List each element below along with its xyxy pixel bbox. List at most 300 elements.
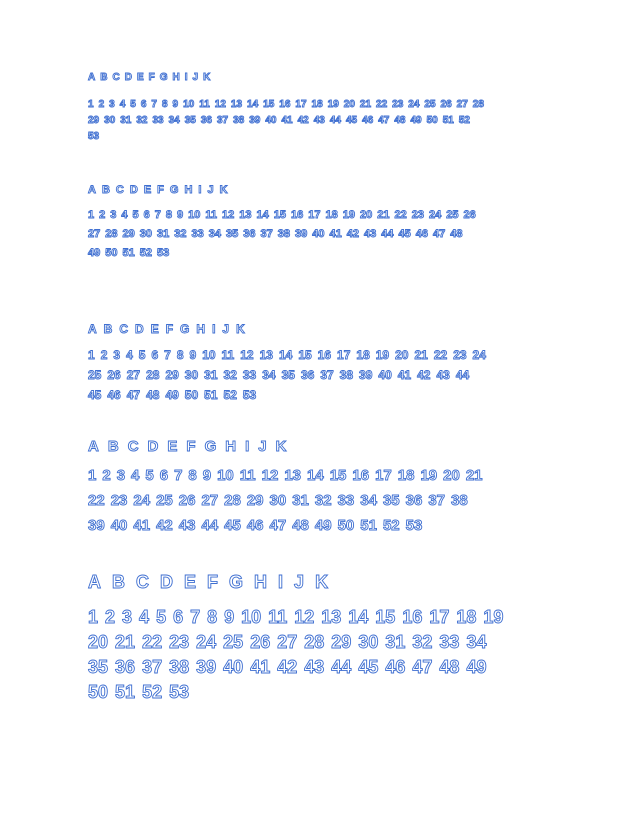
number: 13 xyxy=(259,348,273,362)
number: 16 xyxy=(402,607,423,627)
number: 14 xyxy=(278,348,293,362)
number: 46 xyxy=(107,388,121,402)
number: 7 xyxy=(151,99,157,110)
letter: H xyxy=(254,572,268,592)
number: 28 xyxy=(304,632,325,652)
number-rows xyxy=(88,467,489,542)
number: 49 xyxy=(314,517,332,534)
number-row xyxy=(88,247,481,266)
letter: J xyxy=(222,322,230,336)
alphabet-number-block-1 xyxy=(88,72,489,147)
number: 4 xyxy=(119,99,126,110)
number: 13 xyxy=(230,99,243,110)
number: 47 xyxy=(433,228,446,240)
number: 18 xyxy=(311,99,323,110)
alphabet-number-block-5 xyxy=(88,572,510,707)
number: 30 xyxy=(358,632,379,652)
number: 50 xyxy=(184,388,199,402)
number: 23 xyxy=(411,209,425,221)
number: 53 xyxy=(405,517,423,534)
number: 39 xyxy=(196,657,217,677)
number: 24 xyxy=(408,99,420,110)
number: 18 xyxy=(397,467,415,484)
number: 33 xyxy=(337,492,355,509)
number: 52 xyxy=(382,517,400,534)
number: 28 xyxy=(472,99,484,110)
number: 10 xyxy=(188,209,201,221)
number: 1 xyxy=(88,99,94,110)
letter: F xyxy=(148,72,155,83)
number: 42 xyxy=(417,368,431,382)
number: 6 xyxy=(173,607,184,627)
number: 36 xyxy=(405,492,423,509)
number: 17 xyxy=(429,607,450,627)
number-row xyxy=(88,228,481,247)
number: 25 xyxy=(88,368,102,382)
letter: G xyxy=(180,322,190,336)
number: 17 xyxy=(375,467,392,484)
letter: J xyxy=(207,184,214,196)
number: 20 xyxy=(395,348,409,362)
number: 35 xyxy=(226,228,239,240)
number: 5 xyxy=(145,467,154,484)
number: 14 xyxy=(256,209,269,221)
number: 22 xyxy=(88,492,105,509)
number: 38 xyxy=(277,228,290,240)
number: 20 xyxy=(88,632,109,652)
number: 48 xyxy=(292,517,309,534)
number: 11 xyxy=(221,348,235,362)
number: 25 xyxy=(446,209,459,221)
number: 18 xyxy=(456,607,477,627)
number: 43 xyxy=(436,368,450,382)
letter: I xyxy=(245,438,250,455)
number: 3 xyxy=(122,607,133,627)
number: 10 xyxy=(217,467,234,484)
number: 31 xyxy=(204,368,218,382)
number: 25 xyxy=(156,492,173,509)
number: 53 xyxy=(157,247,170,259)
number: 39 xyxy=(295,228,308,240)
number: 8 xyxy=(188,467,197,484)
letter: H xyxy=(184,184,193,196)
letter: J xyxy=(294,572,305,592)
number: 34 xyxy=(168,115,180,126)
alphabet-number-block-3 xyxy=(88,322,492,408)
number: 37 xyxy=(260,228,273,240)
number: 7 xyxy=(174,467,183,484)
number: 40 xyxy=(265,115,277,126)
number: 25 xyxy=(223,632,244,652)
number-rows xyxy=(88,209,481,266)
letter: I xyxy=(198,184,202,196)
number: 31 xyxy=(292,492,309,509)
number: 8 xyxy=(207,607,218,627)
number: 2 xyxy=(98,99,105,110)
number: 23 xyxy=(392,99,404,110)
number: 44 xyxy=(455,368,470,382)
letter-row xyxy=(88,184,481,196)
letter: C xyxy=(136,572,149,592)
number: 9 xyxy=(172,99,179,110)
number-row xyxy=(88,492,489,517)
letter: B xyxy=(107,438,119,455)
number: 21 xyxy=(115,632,136,652)
letter: D xyxy=(160,572,173,592)
number: 3 xyxy=(110,209,117,221)
number: 27 xyxy=(456,99,468,110)
number: 32 xyxy=(314,492,332,509)
letter: E xyxy=(136,72,144,83)
number: 49 xyxy=(165,388,179,402)
number: 16 xyxy=(279,99,291,110)
number: 36 xyxy=(200,115,212,126)
number: 36 xyxy=(300,368,315,382)
number: 43 xyxy=(364,228,377,240)
number: 33 xyxy=(439,632,460,652)
number-row xyxy=(88,209,481,228)
number: 3 xyxy=(109,99,115,110)
number: 5 xyxy=(132,209,139,221)
number: 51 xyxy=(115,682,136,702)
letter: A xyxy=(88,184,96,196)
letter: K xyxy=(236,322,245,336)
letter: D xyxy=(135,322,144,336)
number: 45 xyxy=(224,517,241,534)
number-row xyxy=(88,657,510,682)
number: 12 xyxy=(240,348,254,362)
letter: B xyxy=(103,322,113,336)
number: 53 xyxy=(169,682,190,702)
number: 6 xyxy=(143,209,150,221)
number-row xyxy=(88,368,492,388)
number: 41 xyxy=(329,228,342,240)
number-row xyxy=(88,388,492,408)
letter: C xyxy=(119,322,129,336)
number: 15 xyxy=(298,348,312,362)
number: 19 xyxy=(420,467,438,484)
number: 53 xyxy=(242,388,257,402)
number: 20 xyxy=(443,467,460,484)
letter: I xyxy=(184,72,188,83)
number: 35 xyxy=(281,368,295,382)
number: 5 xyxy=(130,99,136,110)
letter: A xyxy=(88,72,96,83)
number: 38 xyxy=(233,115,245,126)
number: 4 xyxy=(121,209,128,221)
number: 45 xyxy=(88,388,102,402)
letter: D xyxy=(124,72,132,83)
number: 5 xyxy=(138,348,146,362)
letter: F xyxy=(165,322,174,336)
number: 18 xyxy=(325,209,338,221)
number: 19 xyxy=(342,209,356,221)
number: 26 xyxy=(178,492,196,509)
letter: I xyxy=(212,322,216,336)
number-row xyxy=(88,682,510,707)
number: 45 xyxy=(398,228,411,240)
number: 39 xyxy=(249,115,261,126)
letter: C xyxy=(127,438,139,455)
number: 3 xyxy=(116,467,126,484)
number: 32 xyxy=(136,115,148,126)
number: 9 xyxy=(202,467,212,484)
number: 44 xyxy=(331,657,352,677)
number: 18 xyxy=(356,348,370,362)
number: 11 xyxy=(268,607,288,627)
number: 31 xyxy=(157,228,170,240)
number: 49 xyxy=(410,115,422,126)
number: 43 xyxy=(313,115,325,126)
number: 43 xyxy=(304,657,325,677)
number: 43 xyxy=(178,517,196,534)
number: 49 xyxy=(466,657,487,677)
number: 27 xyxy=(88,228,101,240)
number: 35 xyxy=(184,115,196,126)
number: 11 xyxy=(205,209,218,221)
number: 38 xyxy=(451,492,468,509)
number: 27 xyxy=(126,368,141,382)
number: 6 xyxy=(159,467,169,484)
letter: K xyxy=(275,438,287,455)
letter: J xyxy=(258,438,267,455)
number: 47 xyxy=(378,115,390,126)
number: 52 xyxy=(142,682,163,702)
number: 23 xyxy=(453,348,467,362)
number: 42 xyxy=(297,115,309,126)
letter: G xyxy=(169,184,179,196)
number: 32 xyxy=(223,368,237,382)
number: 41 xyxy=(133,517,151,534)
number: 46 xyxy=(362,115,374,126)
number: 28 xyxy=(105,228,118,240)
number: 30 xyxy=(269,492,287,509)
number: 6 xyxy=(140,99,147,110)
number: 11 xyxy=(239,467,256,484)
number-row xyxy=(88,517,489,542)
number-row xyxy=(88,348,492,368)
number: 37 xyxy=(217,115,229,126)
number: 51 xyxy=(204,388,218,402)
number: 10 xyxy=(241,607,262,627)
number: 9 xyxy=(177,209,184,221)
number: 32 xyxy=(174,228,187,240)
letter: F xyxy=(186,438,196,455)
number: 30 xyxy=(139,228,152,240)
number: 34 xyxy=(360,492,377,509)
number: 42 xyxy=(346,228,359,240)
number: 22 xyxy=(433,348,448,362)
number: 42 xyxy=(156,517,173,534)
number: 46 xyxy=(415,228,428,240)
letter: C xyxy=(115,184,124,196)
number: 29 xyxy=(122,228,135,240)
number: 52 xyxy=(139,247,152,259)
number: 21 xyxy=(377,209,390,221)
number-rows xyxy=(88,607,510,707)
number: 15 xyxy=(329,467,347,484)
number: 30 xyxy=(104,115,116,126)
number: 38 xyxy=(339,368,354,382)
number: 16 xyxy=(317,348,332,362)
number: 14 xyxy=(247,99,259,110)
number: 27 xyxy=(201,492,219,509)
number: 45 xyxy=(358,657,379,677)
number: 26 xyxy=(107,368,121,382)
number: 13 xyxy=(239,209,252,221)
letter: D xyxy=(129,184,138,196)
number: 23 xyxy=(110,492,128,509)
number: 42 xyxy=(277,657,298,677)
number: 2 xyxy=(99,209,106,221)
number: 24 xyxy=(196,632,217,652)
letter: K xyxy=(219,184,228,196)
number: 17 xyxy=(295,99,307,110)
letter: E xyxy=(150,322,159,336)
number: 39 xyxy=(88,517,105,534)
number: 8 xyxy=(176,348,184,362)
number: 47 xyxy=(126,388,141,402)
number: 6 xyxy=(151,348,159,362)
number: 26 xyxy=(440,99,452,110)
number: 48 xyxy=(146,388,160,402)
number: 50 xyxy=(105,247,118,259)
number: 44 xyxy=(201,517,219,534)
number: 7 xyxy=(164,348,171,362)
alphabet-number-block-2 xyxy=(88,184,481,266)
number: 22 xyxy=(394,209,407,221)
letter-row xyxy=(88,72,489,83)
number: 34 xyxy=(208,228,221,240)
number: 37 xyxy=(320,368,334,382)
number: 21 xyxy=(414,348,428,362)
number: 12 xyxy=(261,467,279,484)
number: 51 xyxy=(442,115,454,126)
letter: H xyxy=(196,322,206,336)
number: 33 xyxy=(152,115,164,126)
letter: H xyxy=(172,72,180,83)
number: 46 xyxy=(385,657,406,677)
letter-row xyxy=(88,438,489,455)
number: 25 xyxy=(424,99,436,110)
number: 17 xyxy=(308,209,321,221)
number: 48 xyxy=(450,228,463,240)
letter: B xyxy=(100,72,108,83)
number: 31 xyxy=(120,115,132,126)
number: 17 xyxy=(337,348,351,362)
number: 2 xyxy=(100,348,108,362)
number: 1 xyxy=(88,467,97,484)
number: 36 xyxy=(243,228,256,240)
number: 47 xyxy=(412,657,433,677)
number: 19 xyxy=(375,348,390,362)
number: 8 xyxy=(161,99,168,110)
number: 41 xyxy=(397,368,412,382)
number: 32 xyxy=(412,632,433,652)
number: 29 xyxy=(165,368,179,382)
number-row xyxy=(88,131,489,147)
number: 15 xyxy=(375,607,396,627)
number: 13 xyxy=(321,607,342,627)
letter: H xyxy=(225,438,237,455)
number: 28 xyxy=(224,492,241,509)
letter: D xyxy=(147,438,159,455)
letter: C xyxy=(112,72,120,83)
number: 16 xyxy=(352,467,370,484)
number: 26 xyxy=(463,209,476,221)
number: 11 xyxy=(199,99,210,110)
letter: I xyxy=(278,572,284,592)
number: 2 xyxy=(102,467,111,484)
number: 27 xyxy=(277,632,298,652)
number: 7 xyxy=(154,209,161,221)
letter: K xyxy=(203,72,211,83)
number: 35 xyxy=(88,657,109,677)
number: 10 xyxy=(202,348,216,362)
number: 14 xyxy=(307,467,324,484)
number-row xyxy=(88,632,510,657)
letter: G xyxy=(204,438,217,455)
number: 36 xyxy=(115,657,136,677)
number: 40 xyxy=(312,228,325,240)
number: 40 xyxy=(378,368,392,382)
number: 5 xyxy=(156,607,167,627)
number: 50 xyxy=(426,115,438,126)
number: 1 xyxy=(88,607,99,627)
number: 23 xyxy=(169,632,190,652)
number: 29 xyxy=(331,632,352,652)
number: 33 xyxy=(191,228,204,240)
number: 41 xyxy=(250,657,271,677)
number: 22 xyxy=(376,99,388,110)
number: 30 xyxy=(184,368,199,382)
number: 12 xyxy=(214,99,226,110)
number: 4 xyxy=(131,467,140,484)
number: 14 xyxy=(348,607,369,627)
letter: K xyxy=(315,572,329,592)
letter: F xyxy=(207,572,219,592)
number: 1 xyxy=(88,209,95,221)
number: 20 xyxy=(360,209,373,221)
number: 8 xyxy=(165,209,172,221)
number: 13 xyxy=(284,467,302,484)
number: 40 xyxy=(110,517,128,534)
number: 52 xyxy=(458,115,470,126)
letter: G xyxy=(159,72,168,83)
number: 47 xyxy=(269,517,287,534)
number: 2 xyxy=(105,607,116,627)
letter: J xyxy=(192,72,199,83)
number: 37 xyxy=(428,492,445,509)
number: 41 xyxy=(281,115,293,126)
number-row xyxy=(88,99,489,115)
number: 3 xyxy=(113,348,121,362)
number: 40 xyxy=(223,657,244,677)
number: 24 xyxy=(133,492,151,509)
number: 4 xyxy=(139,607,150,627)
number: 35 xyxy=(382,492,400,509)
number: 51 xyxy=(122,247,135,259)
number: 39 xyxy=(359,368,373,382)
number: 21 xyxy=(465,467,483,484)
number: 46 xyxy=(246,517,264,534)
letter: G xyxy=(229,572,244,592)
number: 24 xyxy=(472,348,486,362)
letter: E xyxy=(184,572,197,592)
number: 12 xyxy=(222,209,235,221)
number: 7 xyxy=(190,607,201,627)
number: 28 xyxy=(146,368,160,382)
